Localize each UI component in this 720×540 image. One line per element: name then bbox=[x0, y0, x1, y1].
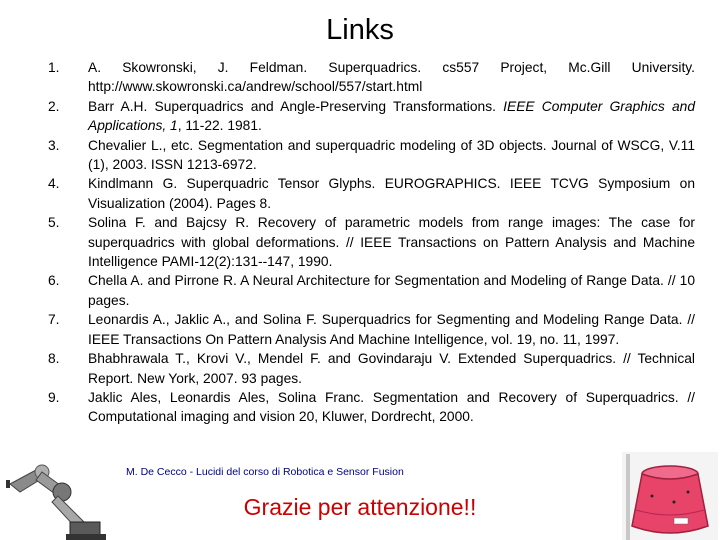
reference-text: Jaklic Ales, Leonardis Ales, Solina Franc. Segmentation and Recovery of Superquadrics. // Computational imaging and vision 20, Kluwer, Dordrecht, 2000. bbox=[88, 389, 695, 425]
reference-text: Bhabhrawala T., Krovi V., Mendel F. and Govindaraju V. Extended Superquadrics. // Technical Report. New York, 2007. 93 pages. bbox=[88, 351, 695, 386]
reference-number: 5. bbox=[48, 215, 60, 231]
reference-text: IEEE Computer Graphics and Applications, 1 bbox=[88, 98, 696, 134]
reference-number: 4. bbox=[48, 176, 60, 192]
reference-number: 9. bbox=[48, 389, 60, 405]
reference-text: Chevalier L., etc. Segmentation and superquadric modeling of 3D objects. Journal of WSCG, V.11 (1), 2003. ISSN 1213-6972. bbox=[88, 137, 695, 173]
reference-item bbox=[48, 58, 695, 97]
reference-number: 3. bbox=[48, 137, 60, 153]
reference-list bbox=[48, 58, 695, 427]
reference-number: 8. bbox=[48, 351, 60, 367]
reference-text: Chella A. and Pirrone R. A Neural Architecture for Segmentation and Modeling of Range Data. // 10 pages. bbox=[88, 273, 695, 308]
reference-number: 2. bbox=[48, 98, 60, 114]
reference-number: 7. bbox=[48, 312, 60, 328]
reference-number: 1. bbox=[48, 60, 60, 75]
reference-item bbox=[48, 213, 695, 271]
reference-number: 6. bbox=[48, 273, 60, 289]
reference-text: A. Skowronski, J. Feldman. Superquadrics. cs557 Project, Mc.Gill University. http://www.skowronski.ca/andrew/school/557/start.html bbox=[88, 60, 695, 95]
slide-title: Links bbox=[326, 14, 394, 46]
reference-item bbox=[48, 97, 695, 136]
reference-item bbox=[48, 388, 695, 427]
reference-text: Leonardis A., Jaklic A., and Solina F. Superquadrics for Segmenting and Modeling Range Data. // IEEE Transactions On Pattern Analysis And Machine Intelligence, vol. 19, no. 11, 1997. bbox=[88, 312, 695, 347]
reference-text: Barr A.H. Superquadrics and Angle-Preserving Transformations. bbox=[88, 98, 504, 114]
reference-item bbox=[48, 174, 695, 213]
reference-text: , 11-22. 1981. bbox=[177, 118, 262, 134]
reference-item bbox=[48, 271, 695, 310]
reference-text: Kindlmann G. Superquadric Tensor Glyphs. EUROGRAPHICS. IEEE TCVG Symposium on Visualization (2004). Pages 8. bbox=[88, 176, 695, 211]
reference-text: Solina F. and Bajcsy R. Recovery of parametric models from range images: The case for superquadrics with global deformations. // IEEE Transactions on Pattern Analysis and Machine Intelligence PAMI-12(2):131--147, 1990. bbox=[88, 215, 695, 270]
reference-item bbox=[48, 136, 695, 175]
course-credit: M. De Cecco - Lucidi del corso di Robotica e Sensor Fusion bbox=[126, 466, 404, 478]
reference-item bbox=[48, 349, 695, 388]
thanks-message: Grazie per attenzione!! bbox=[243, 494, 477, 520]
lampshade-image bbox=[622, 452, 718, 540]
reference-item bbox=[48, 310, 695, 349]
